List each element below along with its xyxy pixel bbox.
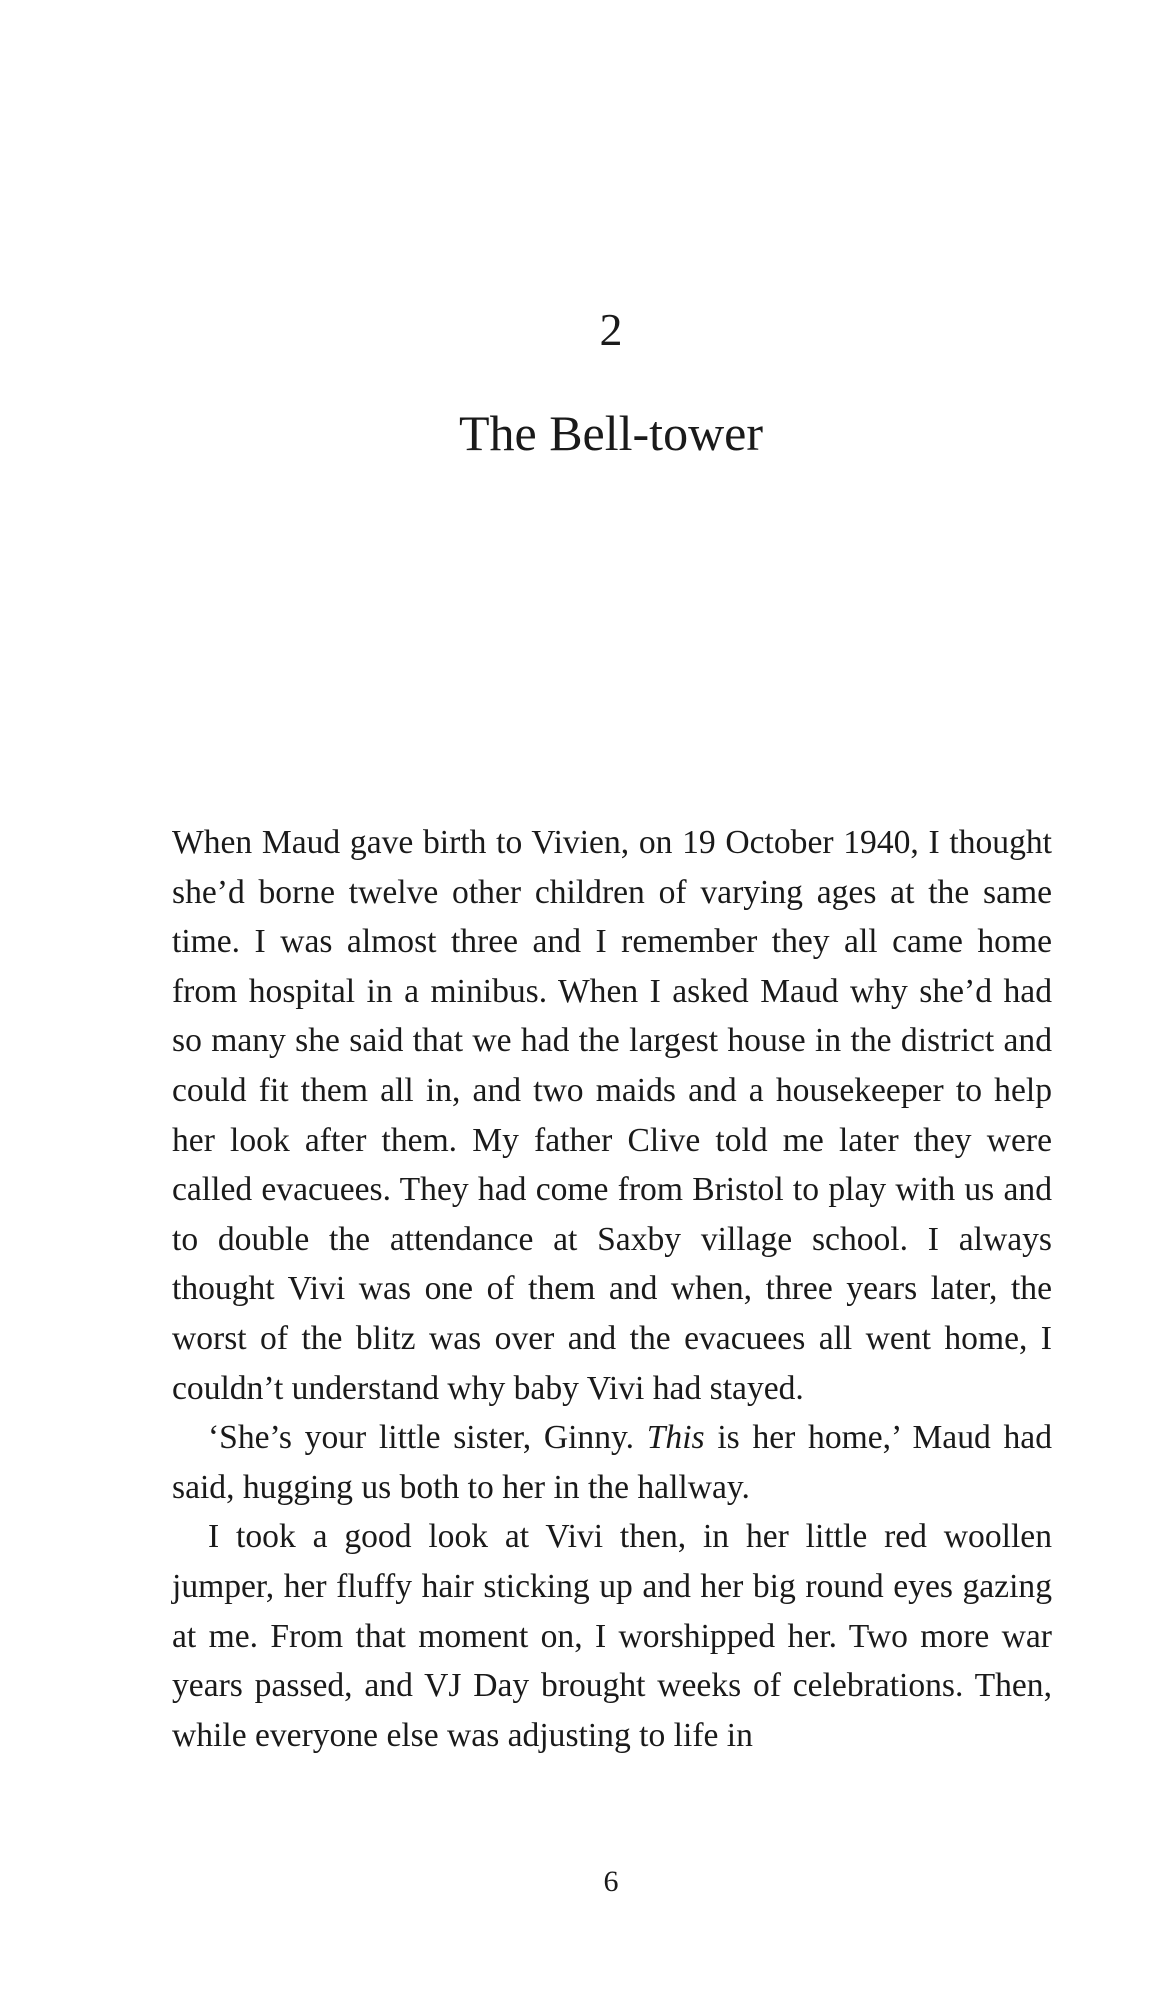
paragraph: I took a good look at Vivi then, in her little red woollen jumper, her fluffy hair sticking up and her big round eyes gazing at me. From that moment on, I worshipped her. Two more war years passed, and VJ Day brought weeks of celebrations. Then, while everyone else was adjusting to life in xyxy=(172,1518,1052,1754)
paragraph: When Maud gave birth to Vivien, on 19 October 1940, I thought she’d borne twelve other children of varying ages at the same time. I was almost three and I remember they all came home from hospital in a minibus. When I asked Maud why she’d had so many she said that we had the largest house in the district and could fit them all in, and two maids and a housekeeper to help her look after them. My father Clive told me later they were called evacuees. They had come from Bristol to play with us and to double the attendance at Saxby village school. I always thought Vivi was one of them and when, three years later, the worst of the blitz was over and the evacuees all went home, I couldn’t understand why baby Vivi had stayed. xyxy=(172,824,1052,1407)
chapter-number: 2 xyxy=(599,304,623,355)
chapter-body xyxy=(172,818,1052,1760)
dialogue-text-before: ‘She’s your little sister, Ginny. xyxy=(208,1419,647,1457)
dialogue-text-after: is her home,’ Maud had said, hugging us both to her in the hallway. xyxy=(172,1419,1052,1506)
page-number: 6 xyxy=(603,1865,619,1898)
chapter-title: The Bell-tower xyxy=(458,405,764,461)
paragraph-dialogue xyxy=(172,1413,1052,1512)
emphasized-word: This xyxy=(646,1419,705,1457)
